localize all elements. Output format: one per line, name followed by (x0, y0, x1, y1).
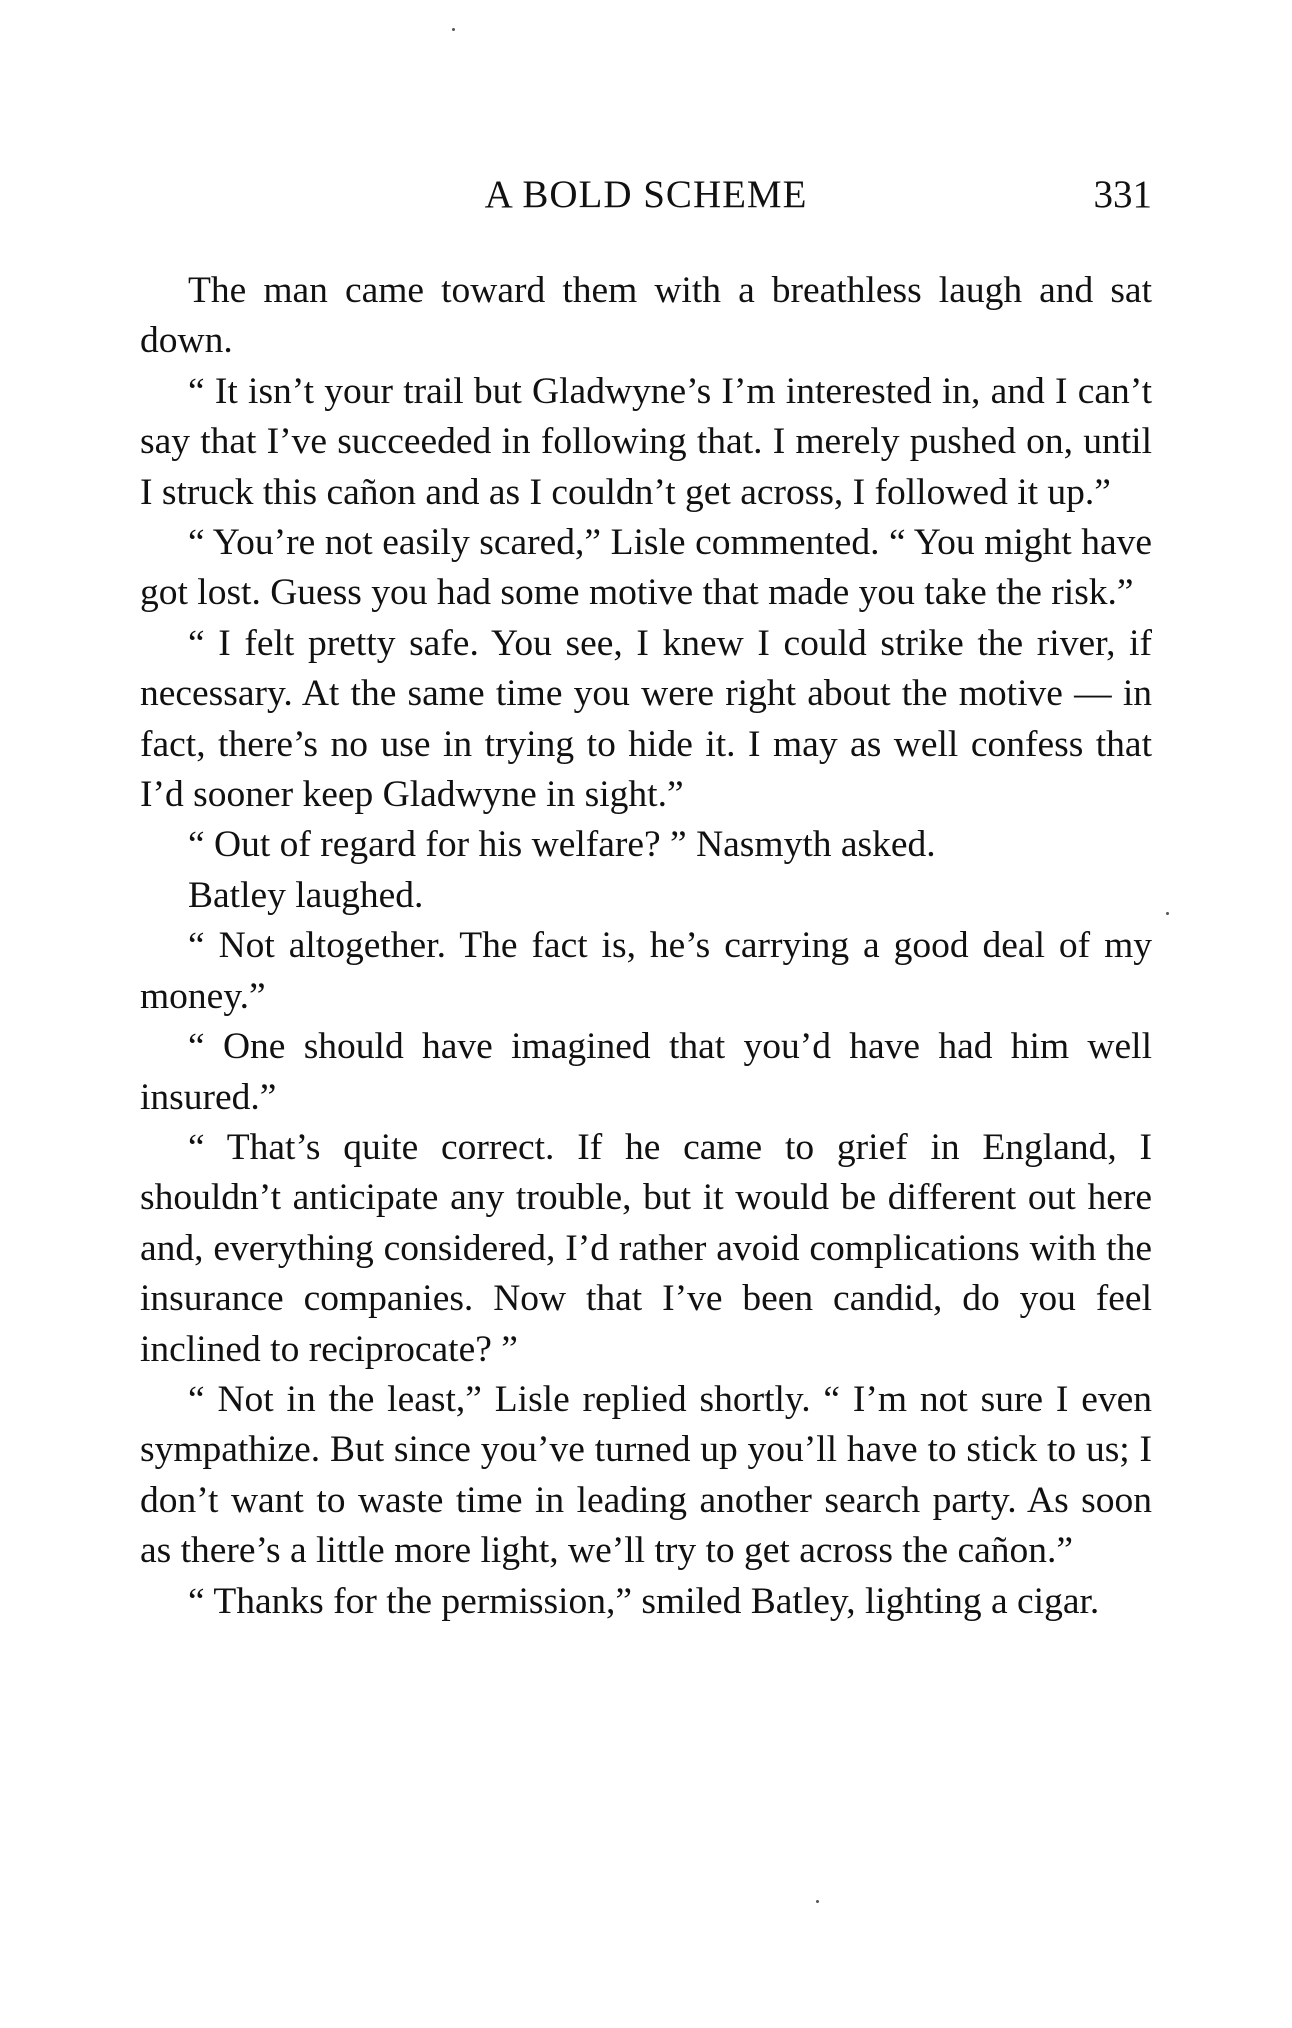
scan-speck (1166, 912, 1169, 915)
paragraph: The man came toward them with a breathless laugh and sat down. (140, 270, 1152, 362)
scan-speck (452, 28, 455, 31)
paragraph: “ It isn’t your trail but Gladwyne’s I’m interested in, and I can’t say that I’ve succeeded in following that. I merely pushed on, until I struck this cañon and as I couldn’t get across, I followed it up.” (140, 370, 1152, 513)
paragraph: “ Not in the least,” Lisle replied shortly. “ I’m not sure I even sympathize. But since you’ve turned up you’ll have to stick to us; I don’t want to waste time in leading another search party. As soon as there’s a little more light, we’ll try to get across the cañon.” (140, 1378, 1152, 1572)
paragraph: “ One should have imagined that you’d have had him well insured.” (140, 1026, 1152, 1118)
running-title: A BOLD SCHEME (484, 173, 808, 216)
paragraph: “ I felt pretty safe. You see, I knew I could strike the river, if necessary. At the same time you were right about the motive — in fact, there’s no use in trying to hide it. I may as well confess that I’d sooner keep Gladwyne in sight.” (140, 622, 1152, 816)
paragraph: “ Not altogether. The fact is, he’s carrying a good deal of my money.” (140, 925, 1152, 1017)
text-body (140, 266, 1152, 1627)
page-number: 331 (1093, 173, 1152, 216)
paragraph: “ You’re not easily scared,” Lisle commented. “ You might have got lost. Guess you had some motive that made you take the risk.” (140, 522, 1152, 614)
page-header (140, 172, 1152, 222)
paragraph: Batley laughed. (188, 874, 424, 916)
scan-speck (816, 1900, 819, 1903)
paragraph: “ That’s quite correct. If he came to grief in England, I shouldn’t anticipate any trouble, but it would be different out here and, everything considered, I’d rather avoid complications with the insurance companies. Now that I’ve been candid, do you feel inclined to reciprocate? ” (140, 1126, 1152, 1370)
paragraph: “ Out of regard for his welfare? ” Nasmyth asked. (188, 824, 936, 866)
paragraph: “ Thanks for the permission,” smiled Batley, lighting a cigar. (188, 1580, 1100, 1622)
